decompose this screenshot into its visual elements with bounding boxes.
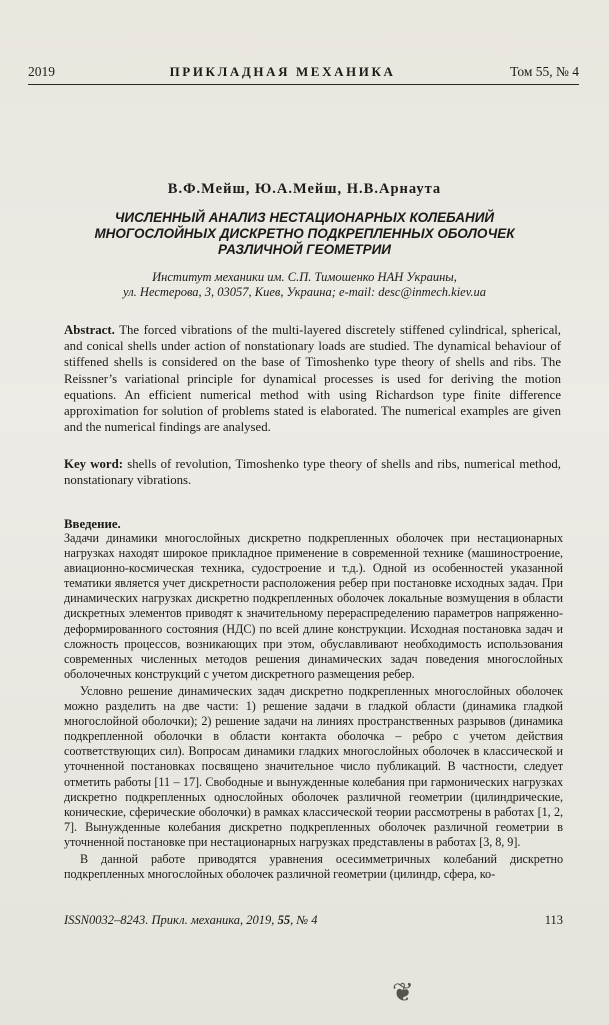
header-journal-title: ПРИКЛАДНАЯ МЕХАНИКА bbox=[169, 64, 396, 79]
title-line: РАЗЛИЧНОЙ ГЕОМЕТРИИ bbox=[217, 242, 392, 257]
article-authors: В.Ф.Мейш, Ю.А.Мейш, Н.В.Арнаута bbox=[167, 181, 442, 197]
introduction-heading: Введение. bbox=[64, 517, 121, 531]
keywords bbox=[64, 456, 561, 488]
ornament-icon: ❦ bbox=[392, 978, 414, 1007]
body-paragraph: Условно решение динамических задач дискретно подкрепленных многослойных оболочек можно разделить на две части: 1) решение задачи в гладкой области (динамика гладкой многослойной оболочки); 2) решение задачи на линиях пространственных разрывов (динамика подкрепленной оболочки в области контакта оболочка – ребро с учетом действия соответствующих сил). Вопросам динамики гладких многослойных оболочек в классической и уточненной постановках посвящено значительное число публикаций. В частности, следует отметить работы [11 – 17]. Свободные и вынужденные колебания при гармонических нагрузках дискретно подкрепленных однослойных оболочек различной геометрии (цилиндрические, конические, сферические оболочки) в рамках классической теории рассмотрены в работах [1, 2, 7]. Вынужденные колебания дискретно подкрепленных оболочек различной геометрии в уточненной постановке при нестационарных нагрузках представлены в работах [3, 8, 9]. bbox=[64, 683, 563, 849]
introduction-body bbox=[64, 531, 563, 884]
citation-prefix: ISSN0032–8243. Прикл. механика, 2019, bbox=[64, 913, 278, 927]
body-paragraph: Задачи динамики многослойных дискретно подкрепленных оболочек при нестационарных нагрузках находят широкое прикладное применение в современной технике (машиностроение, авиационно-космическая техника, судостроение и т.д.). Одной из особенностей указанной тематики является учет дискретности расположения ребер при постановке исходных задач. При динамических нагрузках дискретно подкрепленных оболочек локальные возмущения в области дискретных элементов приводят к значительному перераспределению параметров напряженно-деформированного состояния (НДС) по всей длине конструкции. Исходная постановка задач и сложность процессов, возникающих при этом, обуславливают необходимость использования современных численных методов решения динамических задач поведения многослойных оболочечных конструкций с учетом дискретного размещения ребер. bbox=[64, 531, 563, 681]
footer-citation bbox=[64, 913, 317, 928]
affiliation-line: Институт механики им. С.П. Тимошенко НАН Украины, bbox=[152, 270, 457, 284]
citation-volume: 55 bbox=[277, 913, 291, 927]
running-header bbox=[28, 64, 579, 85]
abstract-label: Abstract. bbox=[64, 323, 115, 337]
affiliation bbox=[40, 270, 569, 300]
keywords-label: Key word: bbox=[64, 457, 123, 471]
header-volume: Том 55, № 4 bbox=[510, 64, 579, 79]
title-line: МНОГОСЛОЙНЫХ ДИСКРЕТНО ПОДКРЕПЛЕННЫХ ОБОЛОЧЕК bbox=[94, 226, 515, 241]
abstract-text: The forced vibrations of the multi-layered discretely stiffened cylindrical, spherical, and conical shells under action of nonstationary loads are studied. The dynamical behaviour of stiffened shells is considered on the base of Timoshenko type theory of shells and ribs. The Reissner’s variational principle for dynamical processes is used for deriving the motion equations. An efficient numerical method with using Richardson type finite difference approximation for solution of problems stated is elaborated. The numerical examples are given and the numerical findings are analysed. bbox=[64, 323, 561, 435]
article-title bbox=[40, 210, 569, 258]
body-paragraph: В данной работе приводятся уравнения осесимметричных колебаний дискретно подкрепленных многослойных оболочек различной геометрии (цилиндр, сфера, ко- bbox=[64, 851, 563, 882]
affiliation-line: ул. Нестерова, 3, 03057, Киев, Украина; e-mail: desc@inmech.kiev.ua bbox=[123, 285, 486, 299]
abstract bbox=[64, 322, 561, 435]
page-footer bbox=[64, 913, 563, 928]
keywords-text: shells of revolution, Timoshenko type theory of shells and ribs, numerical method, nonstationary vibrations. bbox=[64, 457, 561, 488]
page-number: 113 bbox=[544, 913, 563, 927]
header-year: 2019 bbox=[28, 64, 55, 79]
title-line: ЧИСЛЕННЫЙ АНАЛИЗ НЕСТАЦИОНАРНЫХ КОЛЕБАНИЙ bbox=[114, 210, 495, 225]
citation-suffix: , № 4 bbox=[290, 913, 318, 927]
